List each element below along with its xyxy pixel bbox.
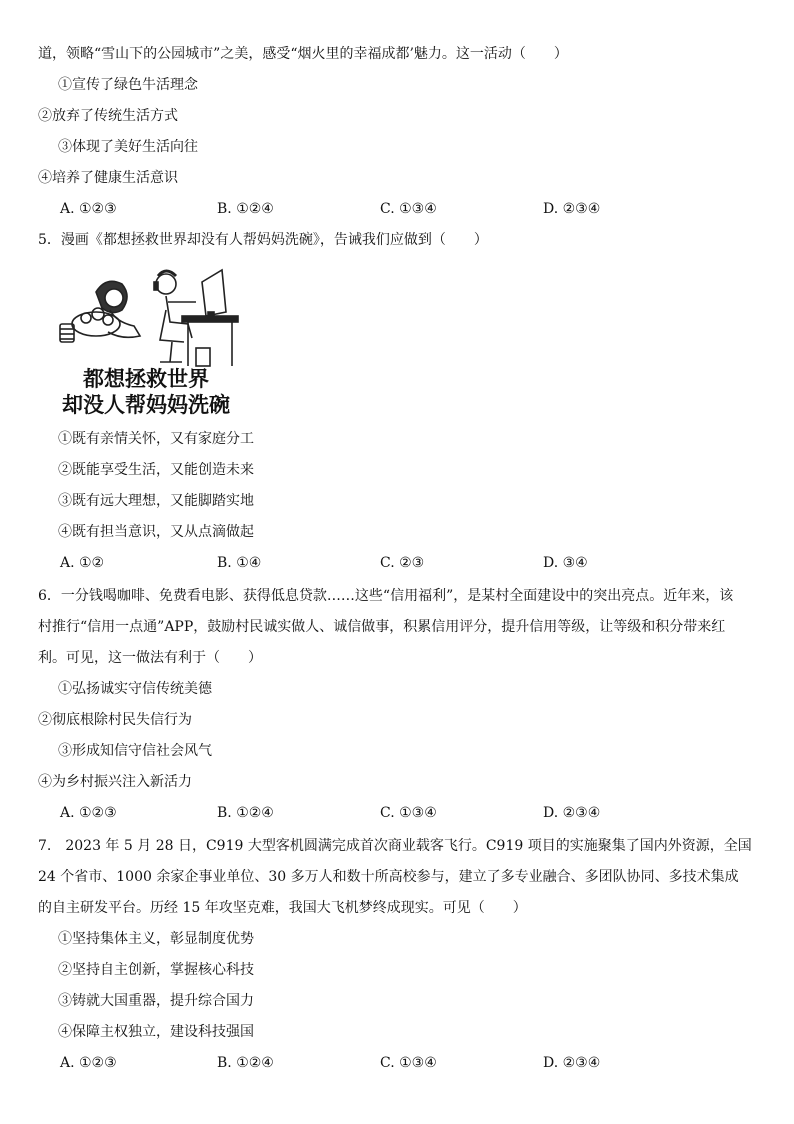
q5-stem: 5．漫画《都想拯救世界却没有人帮妈妈洗碗》，告诫我们应做到（ ） bbox=[38, 232, 488, 248]
q6-choice-b: B. ①②④ bbox=[217, 805, 274, 821]
q4-stem: 道，领略“雪山下的公园城市”之美，感受“烟火里的幸福成都’魅力。这一活动（ ） bbox=[38, 46, 568, 62]
comic-caption-line-1: 都想拯救世界 bbox=[83, 367, 209, 391]
q4-choice-b: B. ①②④ bbox=[217, 201, 274, 217]
q4-option-2: ②放弃了传统生活方式 bbox=[38, 108, 178, 124]
q4-option-1: ①宣传了绿色牛活理念 bbox=[58, 77, 198, 93]
q6-stem bbox=[38, 586, 758, 679]
q7-option-3: ③铸就大国重器，提升综合国力 bbox=[58, 993, 254, 1009]
q7-option-4: ④保障主权独立，建设科技强国 bbox=[58, 1024, 254, 1040]
q5-option-3: ③既有远大理想，又能脚踏实地 bbox=[58, 493, 254, 509]
q7-choice-a: A. ①②③ bbox=[60, 1055, 117, 1071]
q5-choice-c: C. ②③ bbox=[380, 555, 425, 571]
q6-stem-line-3: 利。可见，这一做法有利于（ ） bbox=[38, 650, 262, 666]
q6-stem-line-2: 村推行“信用一点通”APP，鼓励村民诚实做人、诚信做事，积累信用评分，提升信用等级，让等级和积分带来红 bbox=[38, 619, 726, 635]
q5-option-4: ④既有担当意识，又从点滴做起 bbox=[58, 524, 254, 540]
q7-choices bbox=[60, 1053, 760, 1073]
q7-stem-line-2: 24 个省市、1000 余家企事业单位、30 多万人和数十所高校参与，建立了多专业融合、多团队协同、多技术集成 bbox=[38, 869, 739, 885]
q4-option-4: ④培养了健康生活意识 bbox=[38, 170, 178, 186]
q7-stem bbox=[38, 836, 758, 929]
q6-choice-c: C. ①③④ bbox=[380, 805, 437, 821]
q7-option-2: ②坚持自主创新，掌握核心科技 bbox=[58, 962, 254, 978]
q6-option-1: ①弘扬诚实守信传统美德 bbox=[58, 681, 212, 697]
q7-option-1: ①坚持集体主义，彰显制度优势 bbox=[58, 931, 254, 947]
q4-choice-d: D. ②③④ bbox=[543, 201, 601, 217]
q6-choices bbox=[60, 803, 760, 823]
q6-option-2: ②彻底根除村民失信行为 bbox=[38, 712, 192, 728]
q5-option-2: ②既能享受生活，又能创造未来 bbox=[58, 462, 254, 478]
q4-choice-a: A. ①②③ bbox=[60, 201, 117, 217]
q7-stem-line-1: 7. 2023 年 5 月 28 日，C919 大型客机圆满完成首次商业载客飞行。C919 项目的实施聚集了国内外资源，全国 bbox=[38, 838, 752, 854]
q6-option-4: ④为乡村振兴注入新活力 bbox=[38, 774, 192, 790]
q7-stem-line-3: 的自主研发平台。历经 15 年攻坚克难，我国大飞机梦终成现实。可见（ ） bbox=[38, 900, 527, 916]
q5-choice-d: D. ③④ bbox=[543, 555, 588, 571]
q6-choice-a: A. ①②③ bbox=[60, 805, 117, 821]
q4-choices bbox=[60, 199, 760, 219]
q7-choice-c: C. ①③④ bbox=[380, 1055, 437, 1071]
q5-choice-a: A. ①② bbox=[60, 555, 105, 571]
comic-illustration bbox=[56, 262, 242, 418]
q6-stem-line-1: 6．一分钱喝咖啡、免费看电影、获得低息贷款……这些“信用福利”，是某村全面建设中的突出亮点。近年来，该 bbox=[38, 588, 734, 604]
q4-option-3: ③体现了美好生活向往 bbox=[58, 139, 198, 155]
q5-choices bbox=[60, 553, 760, 573]
q5-choice-b: B. ①④ bbox=[217, 555, 262, 571]
q7-choice-d: D. ②③④ bbox=[543, 1055, 601, 1071]
comic-caption-line-2: 却没人帮妈妈洗碗 bbox=[62, 393, 230, 417]
q4-choice-c: C. ①③④ bbox=[380, 201, 437, 217]
q7-choice-b: B. ①②④ bbox=[217, 1055, 274, 1071]
q6-option-3: ③形成知信守信社会风气 bbox=[58, 743, 212, 759]
q6-choice-d: D. ②③④ bbox=[543, 805, 601, 821]
q5-option-1: ①既有亲情关怀，又有家庭分工 bbox=[58, 431, 254, 447]
